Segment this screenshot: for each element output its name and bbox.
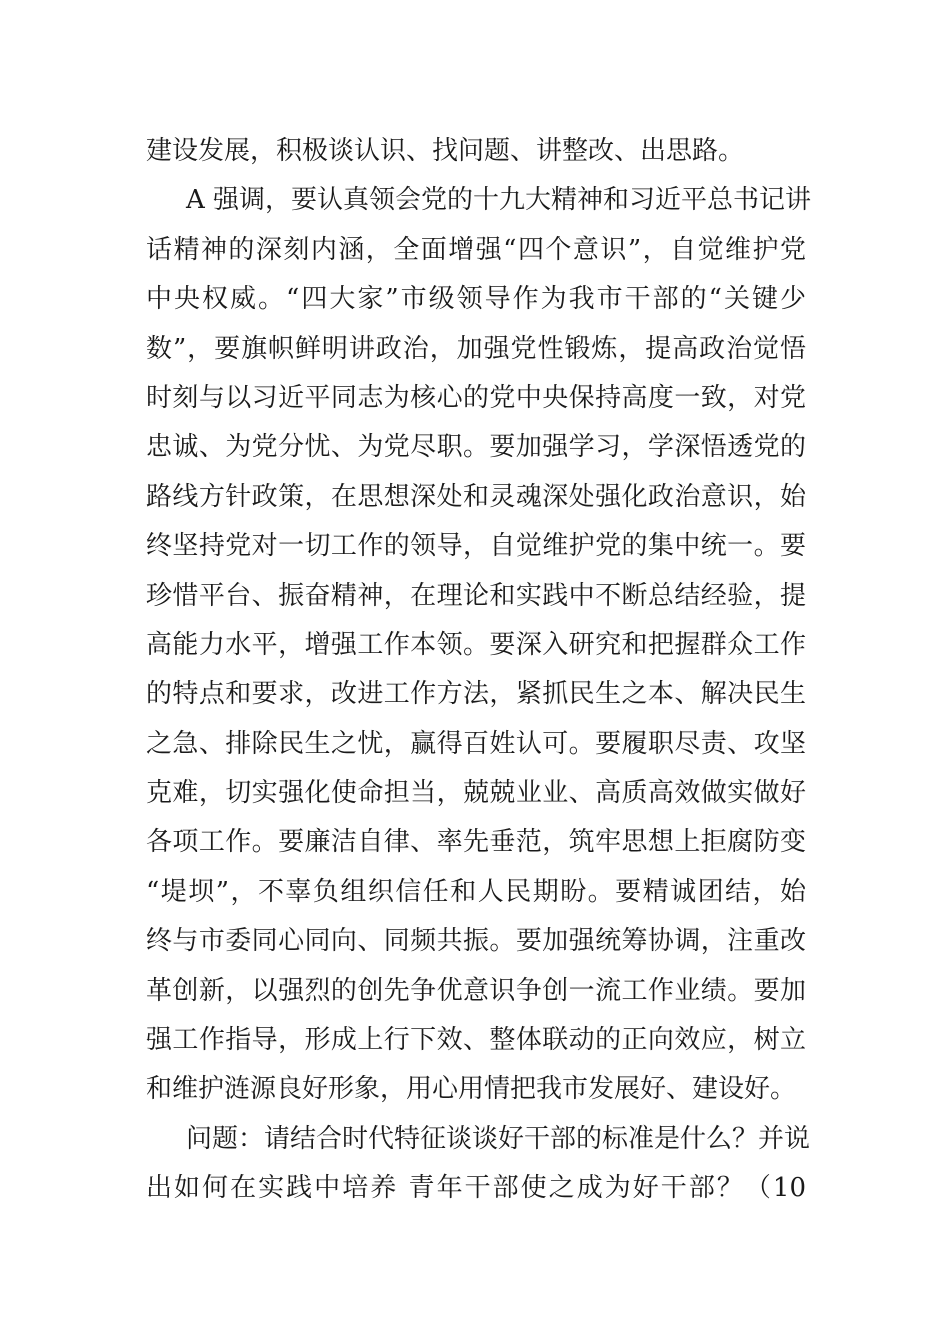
text-line: 时刻与以习近平同志为核心的党中央保持高度一致，对党 [146, 382, 806, 413]
text-line: 忠诚、为党分忧、为党尽职。要加强学习，学深悟透党的 [146, 432, 806, 463]
text-line: 高能力水平，增强工作本领。要深入研究和把握群众工作 [146, 629, 806, 660]
text-line: 克难，切实强化使命担当，兢兢业业、高质高效做实做好 [146, 778, 806, 809]
paragraph [146, 176, 812, 1114]
text-line: 终坚持党对一切工作的领导，自觉维护党的集中统一。要 [146, 531, 806, 562]
text-line: 和维护涟源良好形象，用心用情把我市发展好、建设好。 [146, 1074, 797, 1105]
text-line: 话精神的深刻内涵，全面增强“四个意识”，自觉维护党 [146, 234, 806, 265]
text-line: 数”，要旗帜鲜明讲政治，加强党性锻炼，提高政治觉悟 [146, 333, 806, 364]
text-line: 问题：请结合时代特征谈谈好干部的标准是什么？并说 [186, 1123, 811, 1154]
text-line: A 强调，要认真领会党的十九大精神和习近平总书记讲 [186, 185, 812, 216]
text-line: 建设发展，积极谈认识、找问题、讲整改、出思路。 [146, 136, 745, 166]
text-line: 出如何在实践中培养 青年干部使之成为好干部？（10 [146, 1173, 806, 1204]
document-page [146, 127, 812, 1214]
text-line: 的特点和要求，改进工作方法，紧抓民生之本、解决民生 [146, 679, 806, 710]
text-line: 路线方针政策，在思想深处和灵魂深处强化政治意识，始 [146, 481, 806, 512]
paragraph [146, 1115, 811, 1214]
paragraph [146, 127, 806, 176]
text-line: 珍惜平台、振奋精神，在理论和实践中不断总结经验，提 [146, 580, 806, 611]
text-line: 各项工作。要廉洁自律、率先垂范，筑牢思想上拒腐防变 [146, 827, 806, 858]
text-line: 强工作指导，形成上行下效、整体联动的正向效应，树立 [146, 1025, 806, 1056]
text-line: 之急、排除民生之忧，赢得百姓认可。要履职尽责、攻坚 [146, 728, 806, 759]
text-line: 中央权威。“四大家”市级领导作为我市干部的“关键少 [146, 284, 806, 315]
text-line: 革创新，以强烈的创先争优意识争创一流工作业绩。要加 [146, 975, 806, 1006]
text-line: “堤坝”，不辜负组织信任和人民期盼。要精诚团结，始 [146, 876, 806, 907]
text-line: 终与市委同心同向、同频共振。要加强统筹协调，注重改 [146, 926, 806, 957]
